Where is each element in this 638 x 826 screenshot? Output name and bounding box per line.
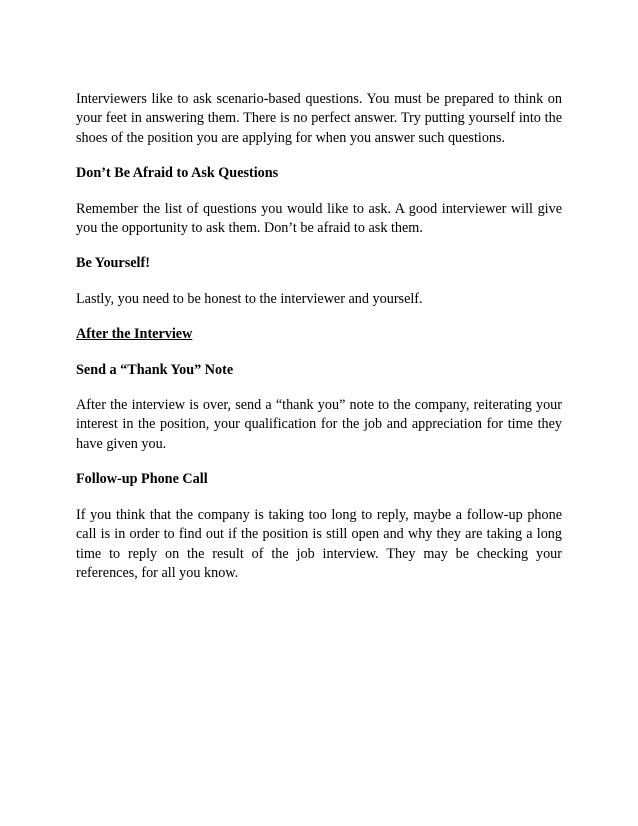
part-heading-after-interview: After the Interview [76,326,193,343]
subsection-heading-follow-up-call: Follow-up Phone Call [76,471,208,488]
section-body-ask-questions: Remember the list of questions you would like to ask. A good interviewer will give you the opportunity to ask them. Don’t be afraid to ask them. [76,200,562,237]
section-body-be-yourself: Lastly, you need to be honest to the interviewer and yourself. [76,290,423,307]
document-page [76,90,562,583]
subsection-body-thank-you-note: After the interview is over, send a “thank you” note to the company, reiterating your interest in the position, your qualification for the job and appreciation for time they have given you. [76,397,562,452]
section-heading-ask-questions: Don’t Be Afraid to Ask Questions [76,165,279,182]
section-heading-be-yourself: Be Yourself! [76,255,150,272]
subsection-heading-thank-you-note: Send a “Thank You” Note [76,361,234,378]
subsection-body-follow-up-call: If you think that the company is taking too long to reply, maybe a follow-up phone call is in order to find out if the position is still open and why they are taking a long time to reply on the result of the job interview. They may be checking your references, for all you know. [76,506,562,581]
intro-paragraph: Interviewers like to ask scenario-based questions. You must be prepared to think on your feet in answering them. There is no perfect answer. Try putting yourself into the shoes of the position you are applying for when you answer such questions. [76,91,562,146]
